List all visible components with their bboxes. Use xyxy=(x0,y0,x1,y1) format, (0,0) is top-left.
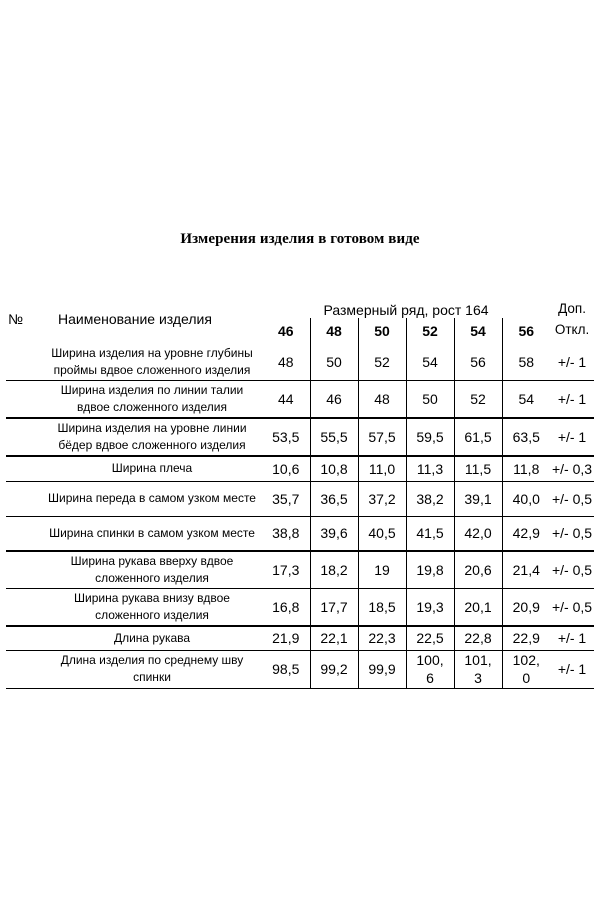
row-value-size-52: 19,8 xyxy=(406,551,454,589)
row-value-size-48: 36,5 xyxy=(310,481,358,516)
row-deviation: +/- 1 xyxy=(550,418,594,456)
header-size-46: 46 xyxy=(262,318,310,344)
row-number-cell xyxy=(6,589,42,627)
header-size-54: 54 xyxy=(454,318,502,344)
row-value-size-56: 20,9 xyxy=(502,589,550,627)
header-deviation xyxy=(550,294,594,344)
row-deviation: +/- 1 xyxy=(557,354,587,370)
row-value-size-54: 11,5 xyxy=(454,456,502,481)
row-number-cell xyxy=(6,418,42,456)
row-value-size-54: 20,6 xyxy=(454,551,502,589)
row-value-size-50: 40,5 xyxy=(358,516,406,551)
row-number-cell xyxy=(6,456,42,481)
row-value-size-56: 54 xyxy=(502,381,550,419)
row-value-size-52: 50 xyxy=(406,381,454,419)
table-row xyxy=(6,381,594,419)
document-title: Измерения изделия в готовом виде xyxy=(180,231,420,247)
row-value-size-50: 57,5 xyxy=(358,418,406,456)
table-row xyxy=(6,650,594,688)
row-value-size-46: 16,8 xyxy=(262,589,310,627)
header-number: № xyxy=(8,311,24,327)
row-number-cell xyxy=(6,481,42,516)
row-value-size-46: 21,9 xyxy=(262,626,310,650)
table-row xyxy=(6,589,594,627)
row-value-size-54: 52 xyxy=(454,381,502,419)
row-item-name: Ширина рукава вверху вдвое сложенного изделия xyxy=(42,551,262,589)
table-row xyxy=(6,551,594,589)
row-value-size-48: 55,5 xyxy=(310,418,358,456)
row-value-size-50: 18,5 xyxy=(358,589,406,627)
row-value-size-52: 11,3 xyxy=(406,456,454,481)
row-value-size-54: 61,5 xyxy=(454,418,502,456)
row-value-size-52: 54 xyxy=(406,344,454,381)
row-value-size-52: 41,5 xyxy=(406,516,454,551)
row-value-size-54: 22,8 xyxy=(454,626,502,650)
row-deviation: +/- 1 xyxy=(550,381,594,419)
row-value-size-46: 35,7 xyxy=(262,481,310,516)
row-value-size-52: 38,2 xyxy=(406,481,454,516)
measurements-table xyxy=(6,294,594,689)
row-value-size-48: 46 xyxy=(310,381,358,419)
row-value-size-56: 40,0 xyxy=(502,481,550,516)
row-item-name: Длина рукава xyxy=(42,626,262,650)
row-value-size-50: 48 xyxy=(358,381,406,419)
header-item-name: Наименование изделия xyxy=(58,311,212,327)
row-value-line: 6 xyxy=(426,670,434,686)
table-body xyxy=(6,344,594,688)
row-value-size-52 xyxy=(406,650,454,688)
row-item-name: Ширина плеча xyxy=(42,456,262,481)
row-item-name: Ширина изделия на уровне линии бёдер вдвое сложенного изделия xyxy=(42,418,262,456)
row-number-cell xyxy=(6,516,42,551)
row-value-line: 102, xyxy=(512,652,540,668)
table-row xyxy=(6,418,594,456)
row-number-cell xyxy=(6,381,42,419)
row-value-size-50: 11,0 xyxy=(358,456,406,481)
row-deviation: +/- 0,5 xyxy=(550,481,594,516)
row-value-size-54: 42,0 xyxy=(454,516,502,551)
row-item-name: Ширина рукава внизу вдвое сложенного изделия xyxy=(42,589,262,627)
row-value-size-46: 53,5 xyxy=(262,418,310,456)
row-value-size-56: 21,4 xyxy=(502,551,550,589)
row-value-size-46: 44 xyxy=(262,381,310,419)
row-deviation: +/- 1 xyxy=(550,650,594,688)
row-value-line: 0 xyxy=(522,670,531,686)
row-value-size-48: 17,7 xyxy=(310,589,358,627)
measurements-table-container xyxy=(6,294,594,689)
row-value-size-56: 22,9 xyxy=(502,626,550,650)
row-value-size-46: 10,6 xyxy=(262,456,310,481)
row-value-size-46: 48 xyxy=(262,344,310,381)
row-number-cell xyxy=(6,650,42,688)
row-item-name: Длина изделия по среднему шву спинки xyxy=(42,650,262,688)
row-value-size-56: 42,9 xyxy=(502,516,550,551)
row-value-size-52: 22,5 xyxy=(406,626,454,650)
row-value-line: 101, xyxy=(464,652,492,668)
row-value-size-54: 20,1 xyxy=(454,589,502,627)
table-row xyxy=(6,456,594,481)
row-value-size-56: 11,8 xyxy=(502,456,550,481)
row-value-size-56 xyxy=(502,650,550,688)
row-deviation: +/- 1 xyxy=(550,626,594,650)
row-value-size-50: 99,9 xyxy=(358,650,406,688)
table-row xyxy=(6,626,594,650)
row-value-size-50: 19 xyxy=(358,551,406,589)
row-value-size-54: 56 xyxy=(454,344,502,381)
row-deviation: +/- 0,5 xyxy=(550,516,594,551)
row-value-size-54 xyxy=(454,650,502,688)
row-number-cell xyxy=(6,344,42,381)
row-item-name: Ширина переда в самом узком месте xyxy=(42,481,262,516)
header-size-48: 48 xyxy=(310,318,358,344)
row-item-name: Ширина изделия по линии талии вдвое сложенного изделия xyxy=(42,381,262,419)
header-deviation-line2: Откл. xyxy=(554,322,590,337)
row-value-size-48: 22,1 xyxy=(310,626,358,650)
row-value-size-48: 39,6 xyxy=(310,516,358,551)
row-deviation: +/- 0,3 xyxy=(550,456,594,481)
row-item-name: Ширина изделия на уровне глубины проймы вдвое сложенного изделия xyxy=(51,346,253,377)
row-value-size-52: 59,5 xyxy=(406,418,454,456)
row-value-size-48: 10,8 xyxy=(310,456,358,481)
table-row xyxy=(6,481,594,516)
header-size-series: Размерный ряд, рост 164 xyxy=(323,302,489,318)
header-size-50: 50 xyxy=(358,318,406,344)
row-deviation: +/- 0,5 xyxy=(550,589,594,627)
row-value-line: 100, xyxy=(416,652,444,668)
row-value-size-48: 18,2 xyxy=(310,551,358,589)
row-value-size-48: 99,2 xyxy=(310,650,358,688)
row-value-size-52: 19,3 xyxy=(406,589,454,627)
header-row-top xyxy=(6,294,594,318)
row-value-size-46: 38,8 xyxy=(262,516,310,551)
row-item-name: Ширина спинки в самом узком месте xyxy=(42,516,262,551)
row-value-size-46: 17,3 xyxy=(262,551,310,589)
row-value-size-56: 63,5 xyxy=(502,418,550,456)
row-deviation: +/- 0,5 xyxy=(550,551,594,589)
row-value-size-56: 58 xyxy=(518,354,535,370)
row-value-size-50: 52 xyxy=(358,344,406,381)
row-value-size-50: 37,2 xyxy=(358,481,406,516)
row-value-size-54: 39,1 xyxy=(454,481,502,516)
header-size-56: 56 xyxy=(518,323,535,339)
table-row xyxy=(6,516,594,551)
row-number-cell xyxy=(6,626,42,650)
row-value-size-50: 22,3 xyxy=(358,626,406,650)
row-value-size-46: 98,5 xyxy=(262,650,310,688)
row-value-line: 3 xyxy=(474,670,482,686)
table-row xyxy=(6,344,594,381)
header-deviation-line1: Доп. xyxy=(558,301,586,316)
header-size-52: 52 xyxy=(406,318,454,344)
row-value-size-48: 50 xyxy=(310,344,358,381)
row-number-cell xyxy=(6,551,42,589)
